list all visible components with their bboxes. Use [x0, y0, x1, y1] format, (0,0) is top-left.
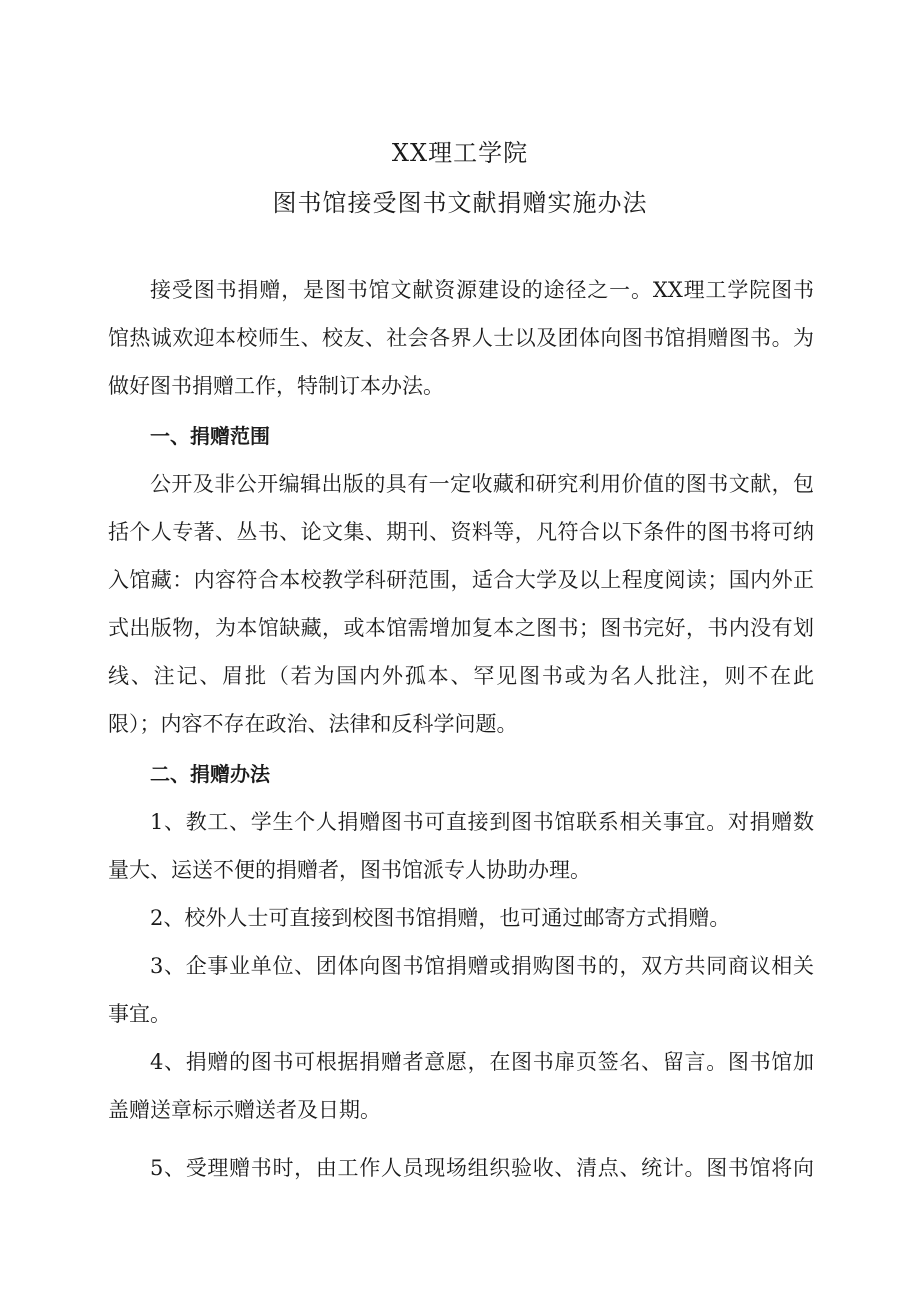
- document-title: 图书馆接受图书文献捐赠实施办法: [272, 189, 648, 217]
- paragraph-line: 事宜。: [108, 1002, 171, 1026]
- paragraph-line: 式出版物，为本馆缺藏，或本馆需增加复本之图书；图书完好，书内没有划: [108, 616, 814, 640]
- paragraph-line: 盖赠送章标示赠送者及日期。: [108, 1098, 381, 1122]
- paragraph-line: 量大、运送不便的捐赠者，图书馆派专人协助办理。: [108, 858, 591, 882]
- paragraph-line: 接受图书捐赠，是图书馆文献资源建设的途径之一。XX理工学院图书: [150, 278, 814, 302]
- section-heading-method: 二、捐赠办法: [150, 762, 270, 786]
- paragraph-line: 5、受理赠书时，由工作人员现场组织验收、清点、统计。图书馆将向: [150, 1156, 814, 1180]
- paragraph-line: 1、教工、学生个人捐赠图书可直接到图书馆联系相关事宜。对捐赠数: [150, 810, 814, 834]
- paragraph-line: 3、企事业单位、团体向图书馆捐赠或捐购图书的，双方共同商议相关: [150, 954, 814, 978]
- paragraph-line: 2、校外人士可直接到校图书馆捐赠，也可通过邮寄方式捐赠。: [150, 906, 731, 930]
- paragraph-line: 入馆藏：内容符合本校教学科研范围，适合大学及以上程度阅读；国内外正: [108, 568, 814, 592]
- section-heading-scope: 一、捐赠范围: [150, 424, 270, 448]
- paragraph-line: 线、注记、眉批（若为国内外孤本、罕见图书或为名人批注，则不在此: [108, 664, 814, 688]
- document-title-school: XX理工学院: [391, 139, 529, 167]
- paragraph-line: 括个人专著、丛书、论文集、期刊、资料等，凡符合以下条件的图书将可纳: [108, 520, 814, 544]
- paragraph-line: 公开及非公开编辑出版的具有一定收藏和研究利用价值的图书文献，包: [150, 472, 814, 496]
- paragraph-line: 4、捐赠的图书可根据捐赠者意愿，在图书扉页签名、留言。图书馆加: [150, 1050, 814, 1074]
- paragraph-line: 限）；内容不存在政治、法律和反科学问题。: [108, 712, 518, 736]
- paragraph-line: 做好图书捐赠工作，特制订本办法。: [108, 374, 444, 398]
- paragraph-line: 馆热诚欢迎本校师生、校友、社会各界人士以及团体向图书馆捐赠图书。为: [108, 326, 814, 350]
